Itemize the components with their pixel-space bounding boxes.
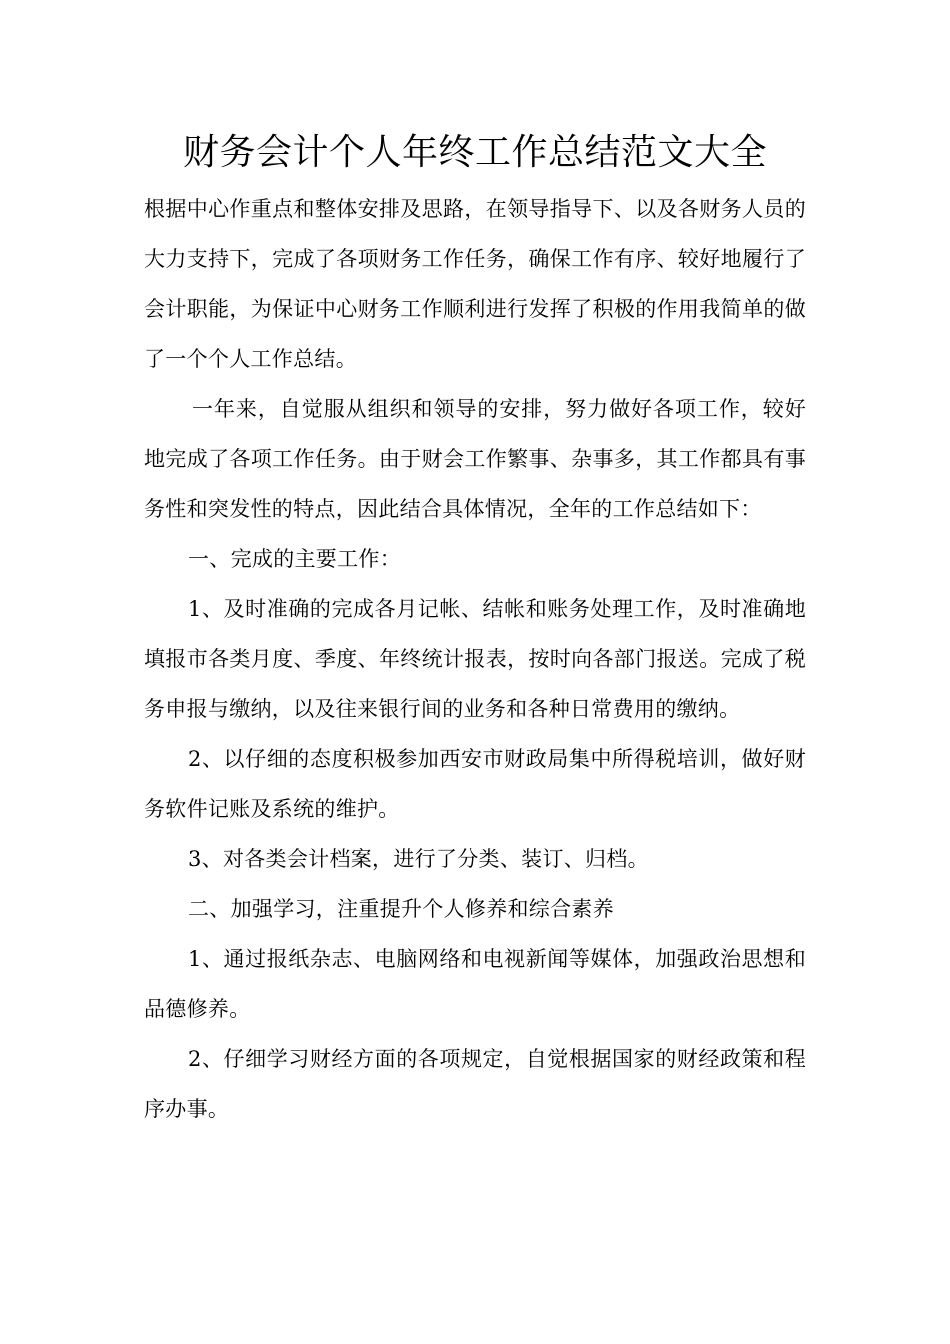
paragraph-item-1: 1、及时准确的完成各月记帐、结帐和账务处理工作，及时准确地填报市各类月度、季度、年终统计报表，按时向各部门报送。完成了税务申报与缴纳，以及往来银行间的业务和各种日常费用的缴纳。 [144,597,806,721]
paragraph-learning-1: 1、通过报纸杂志、电脑网络和电视新闻等媒体，加强政治思想和品德修养。 [144,947,806,1021]
paragraph-overview: 一年来，自觉服从组织和领导的安排，努力做好各项工作，较好地完成了各项工作任务。由于财会工作繁事、杂事多，其工作都具有事务性和突发性的特点，因此结合具体情况，全年的工作总结如下： [144,397,806,521]
section-heading-main-work: 一、完成的主要工作： [188,547,401,571]
paragraph-intro: 根据中心作重点和整体安排及思路，在领导指导下、以及各财务人员的大力支持下，完成了各项财务工作任务，确保工作有序、较好地履行了会计职能，为保证中心财务工作顺利进行发挥了积极的作用我简单的做了一个个人工作总结。 [144,197,806,371]
paragraph-item-2: 2、以仔细的态度积极参加西安市财政局集中所得税培训，做好财务软件记账及系统的维护。 [144,747,806,821]
paragraph-item-3: 3、对各类会计档案，进行了分类、装订、归档。 [188,847,649,871]
section-heading-learning: 二、加强学习，注重提升个人修养和综合素养 [188,897,614,921]
document-body [144,184,806,1134]
paragraph-learning-2: 2、仔细学习财经方面的各项规定，自觉根据国家的财经政策和程序办事。 [144,1047,806,1121]
document-page [144,122,806,1134]
document-title: 财务会计个人年终工作总结范文大全 [182,132,767,173]
